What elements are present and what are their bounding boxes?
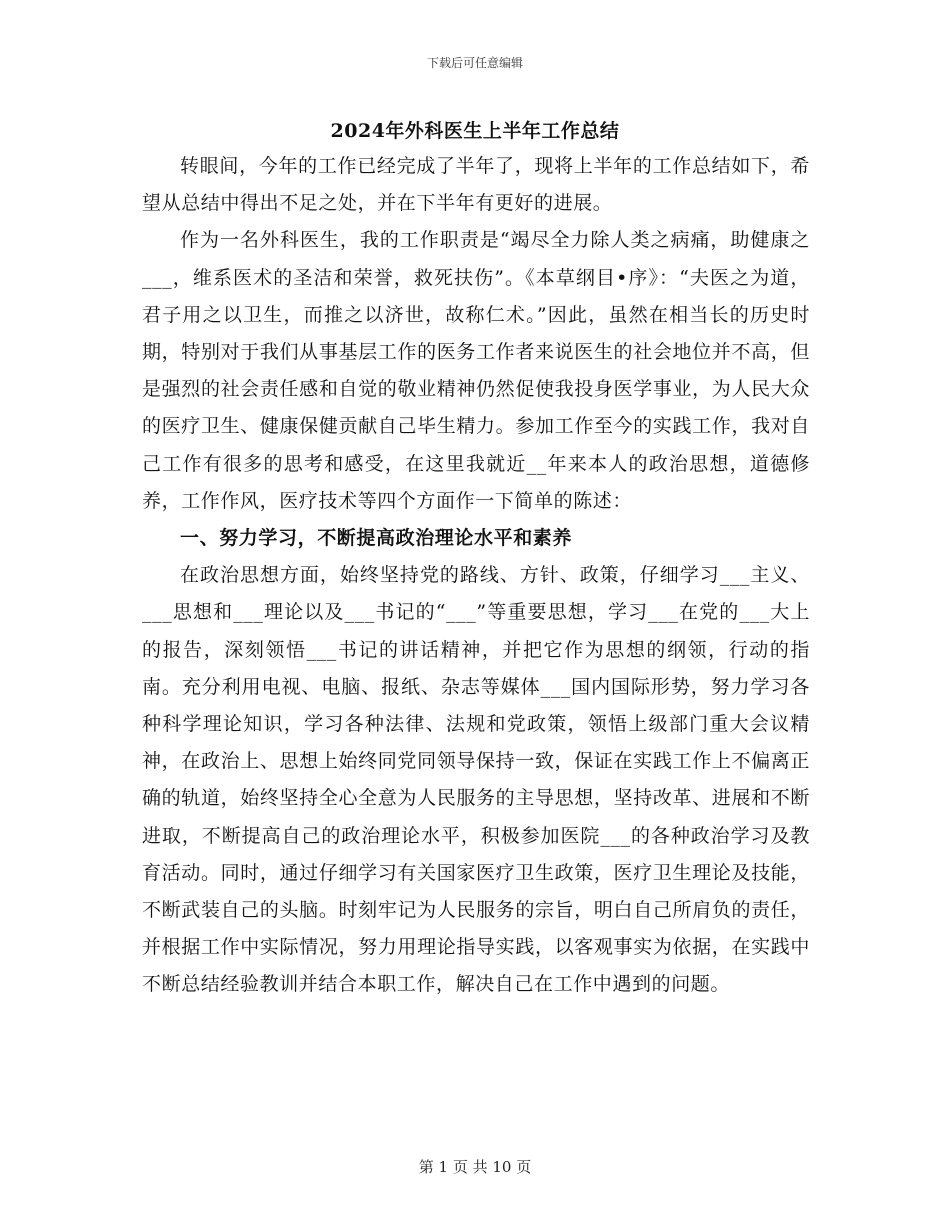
- paragraph-politics: 在政治思想方面，始终坚持党的路线、方针、政策，仔细学习___主义、___思想和___理论以及___书记的“___”等重要思想，学习___在党的___大上的报告，深刻领悟___书记的讲话精神，并把它作为思想的纲领，行动的指南。充分利用电视、电脑、报纸、杂志等媒体___国内国际形势，努力学习各种科学理论知识，学习各种法律、法规和党政策，领悟上级部门重大会议精神，在政治上、思想上始终同党同领导保持一致，保证在实践工作上不偏离正确的轨道，始终坚持全心全意为人民服务的主导思想，坚持改革、进展和不断进取，不断提高自己的政治理论水平，积极参加医院___的各种政治学习及教育活动。同时，通过仔细学习有关国家医疗卫生政策，医疗卫生理论及技能，不断武装自己的头脑。时刻牢记为人民服务的宗旨，明白自己所肩负的责任，并根据工作中实际情况，努力用理论指导实践，以客观事实为依据，在实践中不断总结经验教训并结合本职工作，解决自己在工作中遇到的问题。: [142, 564, 810, 996]
- page-header: 下载后可任意编辑: [426, 56, 523, 70]
- document-body: [142, 148, 810, 1004]
- paragraph-intro: 转眼间，今年的工作已经完成了半年了，现将上半年的工作总结如下，希望从总结中得出不足之处，并在下半年有更好的进展。: [142, 155, 810, 215]
- page-footer: 第 1 页 共 10 页: [418, 1158, 532, 1176]
- paragraph-duties: 作为一名外科医生，我的工作职责是“竭尽全力除人类之病痛，助健康之___，维系医术的圣洁和荣誉，救死扶伤”。《本草纲目•序》：“夫医之为道，君子用之以卫生，而推之以济世，故称仁术。”因此，虽然在相当长的历史时期，特别对于我们从事基层工作的医务工作者来说医生的社会地位并不高，但是强烈的社会责任感和自觉的敬业精神仍然促使我投身医学事业，为人民大众的医疗卫生、健康保健贡献自己毕生精力。参加工作至今的实践工作，我对自己工作有很多的思考和感受，在这里我就近__年来本人的政治思想，道德修养，工作作风，医疗技术等四个方面作一下简单的陈述：: [142, 229, 810, 512]
- document-title: 2024年外科医生上半年工作总结: [330, 120, 620, 142]
- section-heading: 一、努力学习，不断提高政治理论水平和素养: [180, 527, 573, 550]
